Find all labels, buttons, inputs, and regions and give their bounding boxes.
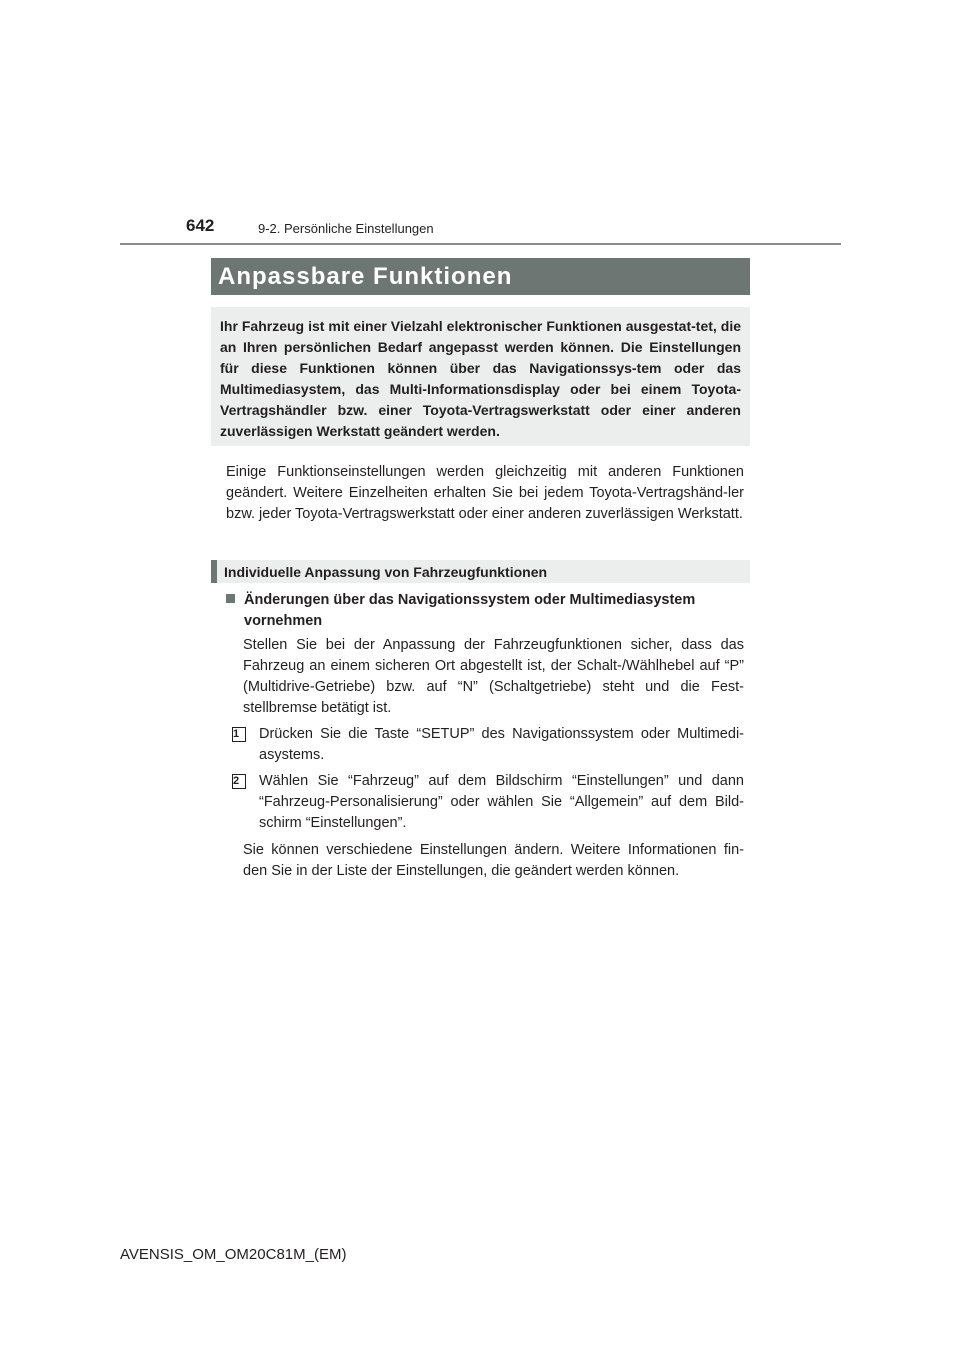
step-number-2: 2 [232, 774, 246, 789]
header-divider [120, 243, 841, 245]
intro-box [211, 307, 750, 446]
step-text-2: Wählen Sie “Fahrzeug” auf dem Bildschirm “Einstellungen” und dann “Fahrzeug-Personalisierung” oder wählen Sie “Allgemein” auf dem Bild-schirm “Einstellungen”. [259, 773, 744, 831]
footer-code: AVENSIS_OM_OM20C81M_(EM) [120, 1246, 347, 1263]
subsection-heading: Individuelle Anpassung von Fahrzeugfunktionen [211, 560, 750, 583]
square-bullet-icon [226, 594, 235, 603]
intro-text: Ihr Fahrzeug ist mit einer Vielzahl elektronischer Funktionen ausgestat-tet, die an Ihren persönlichen Bedarf angepasst werden können. Die Einstellungen für diese Funktionen können über das Navigationssys-tem oder das Multimediasystem, das Multi-Informationsdisplay oder bei einem Toyota-Vertragshändler bzw. einer Toyota-Vertragswerkstatt oder einer anderen zuverlässigen Werkstatt geändert werden. [220, 318, 741, 439]
body-paragraph-3: Sie können verschiedene Einstellungen ändern. Weitere Informationen fin-den Sie in der Liste der Einstellungen, die geändert werden können. [243, 842, 744, 879]
chapter-title: 9-2. Persönliche Einstellungen [258, 221, 434, 236]
topic-heading-line2: vornehmen [244, 613, 323, 629]
step-number-1: 1 [232, 727, 246, 742]
topic-heading-line1: Änderungen über das Navigationssystem oder Multimediasystem [244, 592, 696, 608]
step-1 [232, 724, 744, 766]
topic-heading [226, 590, 744, 632]
section-title: Anpassbare Funktionen [211, 258, 750, 295]
page-number: 642 [186, 216, 215, 235]
step-2 [232, 771, 744, 834]
body-paragraph-1: Einige Funktionseinstellungen werden gleichzeitig mit anderen Funktionen geändert. Weitere Einzelheiten erhalten Sie bei jedem Toyota-Vertragshänd-ler bzw. jeder Toyota-Vertragswerkstatt oder einer anderen zuverlässigen Werkstatt. [226, 464, 744, 522]
step-text-1: Drücken Sie die Taste “SETUP” des Navigationssystem oder Multimedi-asystems. [259, 726, 744, 763]
body-paragraph-2: Stellen Sie bei der Anpassung der Fahrzeugfunktionen sicher, dass das Fahrzeug an einem sicheren Ort abgestellt ist, der Schalt-/Wählhebel auf “P” (Multidrive-Getriebe) bzw. auf “N” (Schaltgetriebe) steht und die Fest-stellbremse betätigt ist. [243, 637, 744, 716]
